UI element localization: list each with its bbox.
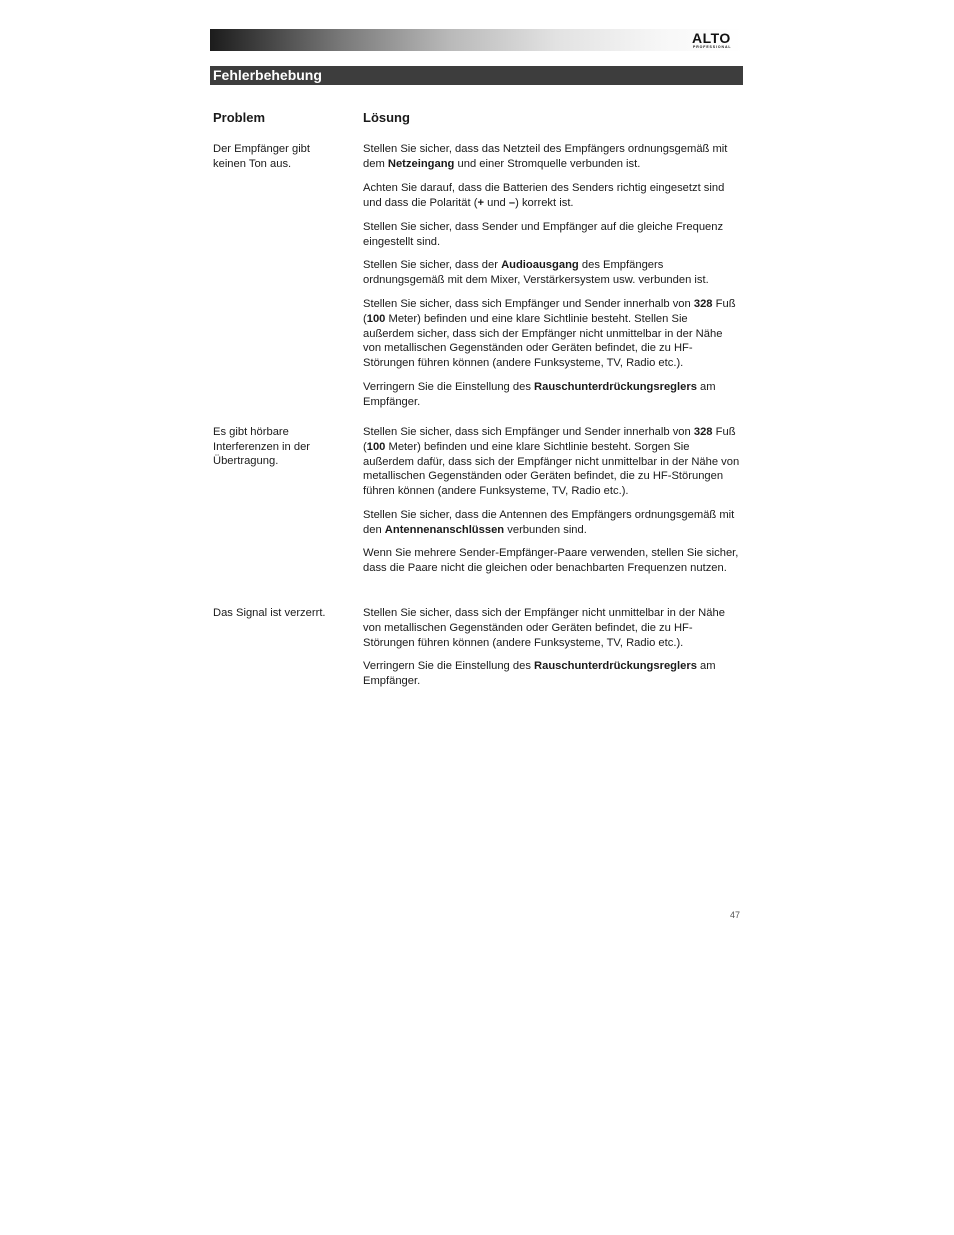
section-title: Fehlerbehebung bbox=[213, 67, 322, 83]
solution-bold-term: – bbox=[508, 196, 516, 209]
solution-bold-term: 328 bbox=[693, 426, 713, 438]
solution-text-run: Stellen Sie sicher, dass sich Empfänger und Sender innerhalb von bbox=[363, 426, 694, 438]
solution-text-run: Stellen Sie sicher, dass Sender und Empfänger auf die gleiche Frequenz eingestellt sind. bbox=[363, 221, 724, 248]
solution-paragraph bbox=[363, 181, 741, 211]
solution-paragraph bbox=[363, 297, 741, 371]
solution-paragraph bbox=[363, 258, 741, 288]
problem-text-3: Das Signal ist verzerrt. bbox=[213, 607, 326, 619]
solution-text-run: Meter) befinden und eine klare Sichtlinie besteht. Sorgen Sie außerdem dafür, dass sich der Empfänger nicht unmittelbar in der Nähe von metallischen Gegenständen oder Geräten befindet, die zu HF-Störungen führen können (andere Funksysteme, TV, Radio etc.). bbox=[363, 440, 740, 498]
solution-paragraph bbox=[363, 606, 741, 650]
solution-text-run: Stellen Sie sicher, dass sich Empfänger und Sender innerhalb von bbox=[363, 298, 694, 310]
solution-bold-term: Netzeingang bbox=[387, 157, 455, 170]
solution-text-run: des Empfängers ordnungsgemäß mit dem Mixer, Verstärkersystem usw. verbunden ist. bbox=[363, 259, 709, 286]
solution-text-run: und einer Stromquelle verbunden ist. bbox=[454, 157, 641, 170]
solution-bold-term: Antennenanschlüssen bbox=[384, 523, 505, 536]
solution-text-run: Stellen Sie sicher, dass die Antennen des Empfängers ordnungsgemäß mit den bbox=[363, 509, 735, 536]
solution-text-run: Verringern Sie die Einstellung des bbox=[363, 660, 535, 672]
solution-paragraph bbox=[363, 220, 741, 250]
solution-text-run: ) korrekt ist. bbox=[515, 196, 574, 209]
solution-text-run: Verringern Sie die Einstellung des bbox=[363, 381, 535, 393]
problem-text-2: Es gibt hörbare Interferenzen in der Übertragung. bbox=[213, 426, 311, 467]
page-number: 47 bbox=[730, 910, 741, 920]
solution-bold-term: 328 bbox=[693, 298, 713, 310]
solution-text-run: Stellen Sie sicher, dass sich der Empfänger nicht unmittelbar in der Nähe von metallischen Gegenständen oder Geräten befindet, die zu HF-Störungen führen können (andere Funksysteme, TV, Radio etc.). bbox=[363, 607, 725, 649]
solution-bold-term: Rauschunterdrückungsreglers bbox=[534, 660, 697, 672]
solution-text-run: Fuß ( bbox=[363, 426, 736, 453]
solution-bold-term: 100 bbox=[366, 312, 386, 325]
problem-column-header: Problem bbox=[213, 110, 266, 125]
solution-column-header: Lösung bbox=[363, 110, 410, 125]
solution-text-run: am Empfänger. bbox=[363, 660, 716, 687]
solution-bold-term: Audioausgang bbox=[501, 259, 579, 271]
solution-bold-term: 100 bbox=[366, 440, 386, 453]
solution-text-run: Wenn Sie mehrere Sender-Empfänger-Paare verwenden, stellen Sie sicher, dass die Paare nicht die gleichen oder benachbarten Frequenzen nutzen. bbox=[363, 547, 739, 574]
solution-bold-term: Rauschunterdrückungsreglers bbox=[534, 381, 697, 393]
solution-text-run: Stellen Sie sicher, dass das Netzteil des Empfängers ordnungsgemäß mit dem bbox=[363, 143, 728, 170]
solution-paragraph bbox=[363, 380, 741, 410]
solution-paragraph bbox=[363, 142, 741, 172]
solution-text-run: verbunden sind. bbox=[504, 523, 587, 536]
header-gradient-bar bbox=[210, 29, 743, 51]
solution-text-run: Meter) befinden und eine klare Sichtlinie besteht. Stellen Sie außerdem sicher, dass sich der Empfänger nicht unmittelbar in der Nähe von metallischen Gegenständen oder Geräten befindet, die zu HF-Störungen führen können (andere Funksysteme, TV, Radio etc.). bbox=[363, 312, 723, 370]
solution-bold-term: + bbox=[477, 196, 484, 209]
solution-paragraph bbox=[363, 546, 741, 576]
solution-text-run: am Empfänger. bbox=[363, 381, 716, 408]
section-title-bar bbox=[210, 66, 743, 85]
solution-paragraph bbox=[363, 425, 741, 499]
solution-paragraph bbox=[363, 508, 741, 538]
solution-text-run: Stellen Sie sicher, dass der bbox=[363, 259, 502, 271]
solution-text-run: Fuß ( bbox=[363, 298, 736, 325]
solution-text-run: Achten Sie darauf, dass die Batterien des Senders richtig eingesetzt sind und dass die Polarität ( bbox=[363, 182, 725, 209]
solution-paragraph bbox=[363, 659, 741, 689]
problem-text-1: Der Empfänger gibt keinen Ton aus. bbox=[213, 143, 311, 170]
logo-wordmark: ALTO bbox=[692, 30, 731, 46]
alto-logo bbox=[692, 31, 744, 49]
logo-subtitle: PROFESSIONAL bbox=[693, 45, 732, 49]
solution-text-run: und bbox=[483, 196, 509, 209]
